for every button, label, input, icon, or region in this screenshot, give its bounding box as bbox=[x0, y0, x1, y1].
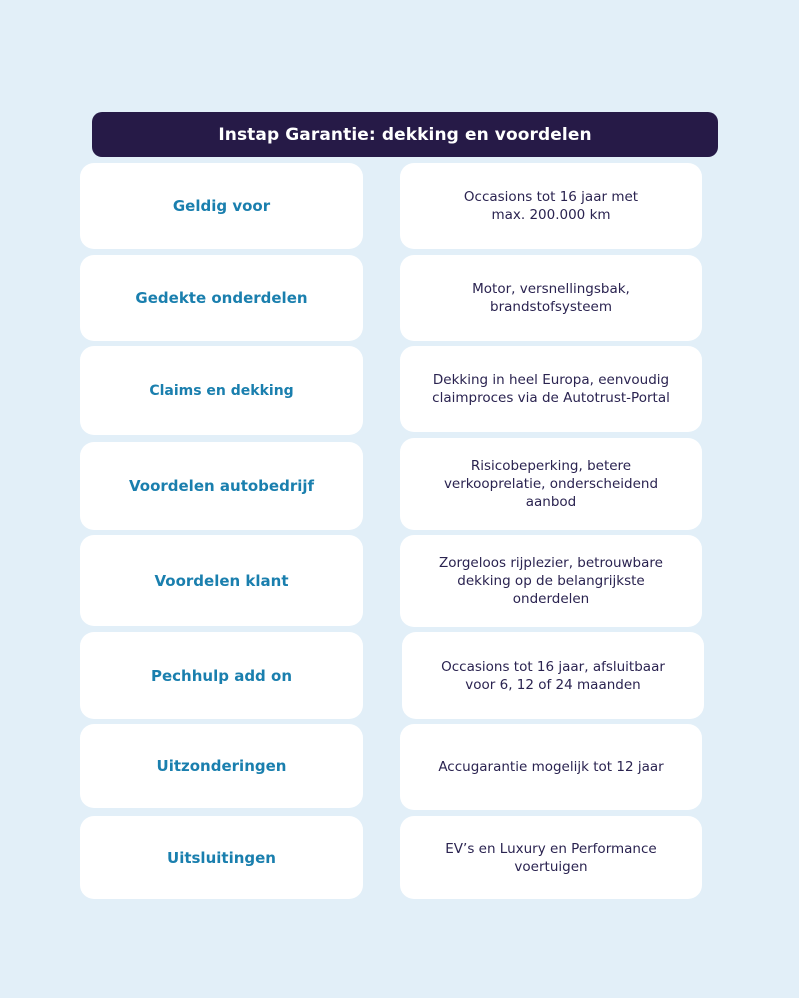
row-value-text: Motor, versnellingsbak, brandstofsysteem bbox=[472, 281, 630, 315]
row-value-text: Occasions tot 16 jaar met max. 200.000 km bbox=[463, 189, 639, 223]
row-value-pechhulp-add-on bbox=[402, 632, 704, 719]
row-label-voordelen-autobedrijf: Voordelen autobedrijf bbox=[80, 442, 363, 530]
row-value-uitsluitingen bbox=[400, 816, 702, 899]
row-value-text: EV’s en Luxury en Performance voertuigen bbox=[445, 840, 657, 875]
row-label-gedekte-onderdelen: Gedekte onderdelen bbox=[80, 255, 363, 341]
row-value-text: Occasions tot 16 jaar, afsluitbaar voor 6, 12 of 24 maanden bbox=[441, 658, 665, 693]
row-value-gedekte-onderdelen bbox=[400, 255, 702, 341]
row-value-text: Dekking in heel Europa, eenvoudig claimproces via de Autotrust-Portal bbox=[432, 372, 670, 406]
row-label-claims-en-dekking: Claims en dekking bbox=[80, 346, 363, 435]
row-value-geldig-voor bbox=[400, 163, 702, 249]
row-value-uitzonderingen bbox=[400, 724, 702, 810]
row-value-text: Risicobeperking, betere verkooprelatie, onderscheidend aanbod bbox=[443, 458, 659, 510]
page-title: Instap Garantie: dekking en voordelen bbox=[92, 112, 718, 157]
row-label-voordelen-klant: Voordelen klant bbox=[80, 535, 363, 626]
row-label-geldig-voor: Geldig voor bbox=[80, 163, 363, 249]
row-value-claims-en-dekking bbox=[400, 346, 702, 432]
row-label-uitzonderingen: Uitzonderingen bbox=[80, 724, 363, 808]
row-label-uitsluitingen: Uitsluitingen bbox=[80, 816, 363, 899]
row-value-voordelen-autobedrijf bbox=[400, 438, 702, 530]
row-value-voordelen-klant bbox=[400, 535, 702, 627]
row-label-pechhulp-add-on: Pechhulp add on bbox=[80, 632, 363, 719]
row-value-text: Zorgeloos rijplezier, betrouwbare dekking op de belangrijkste onderdelen bbox=[439, 555, 663, 607]
row-value-text: Accugarantie mogelijk tot 12 jaar bbox=[438, 759, 664, 775]
